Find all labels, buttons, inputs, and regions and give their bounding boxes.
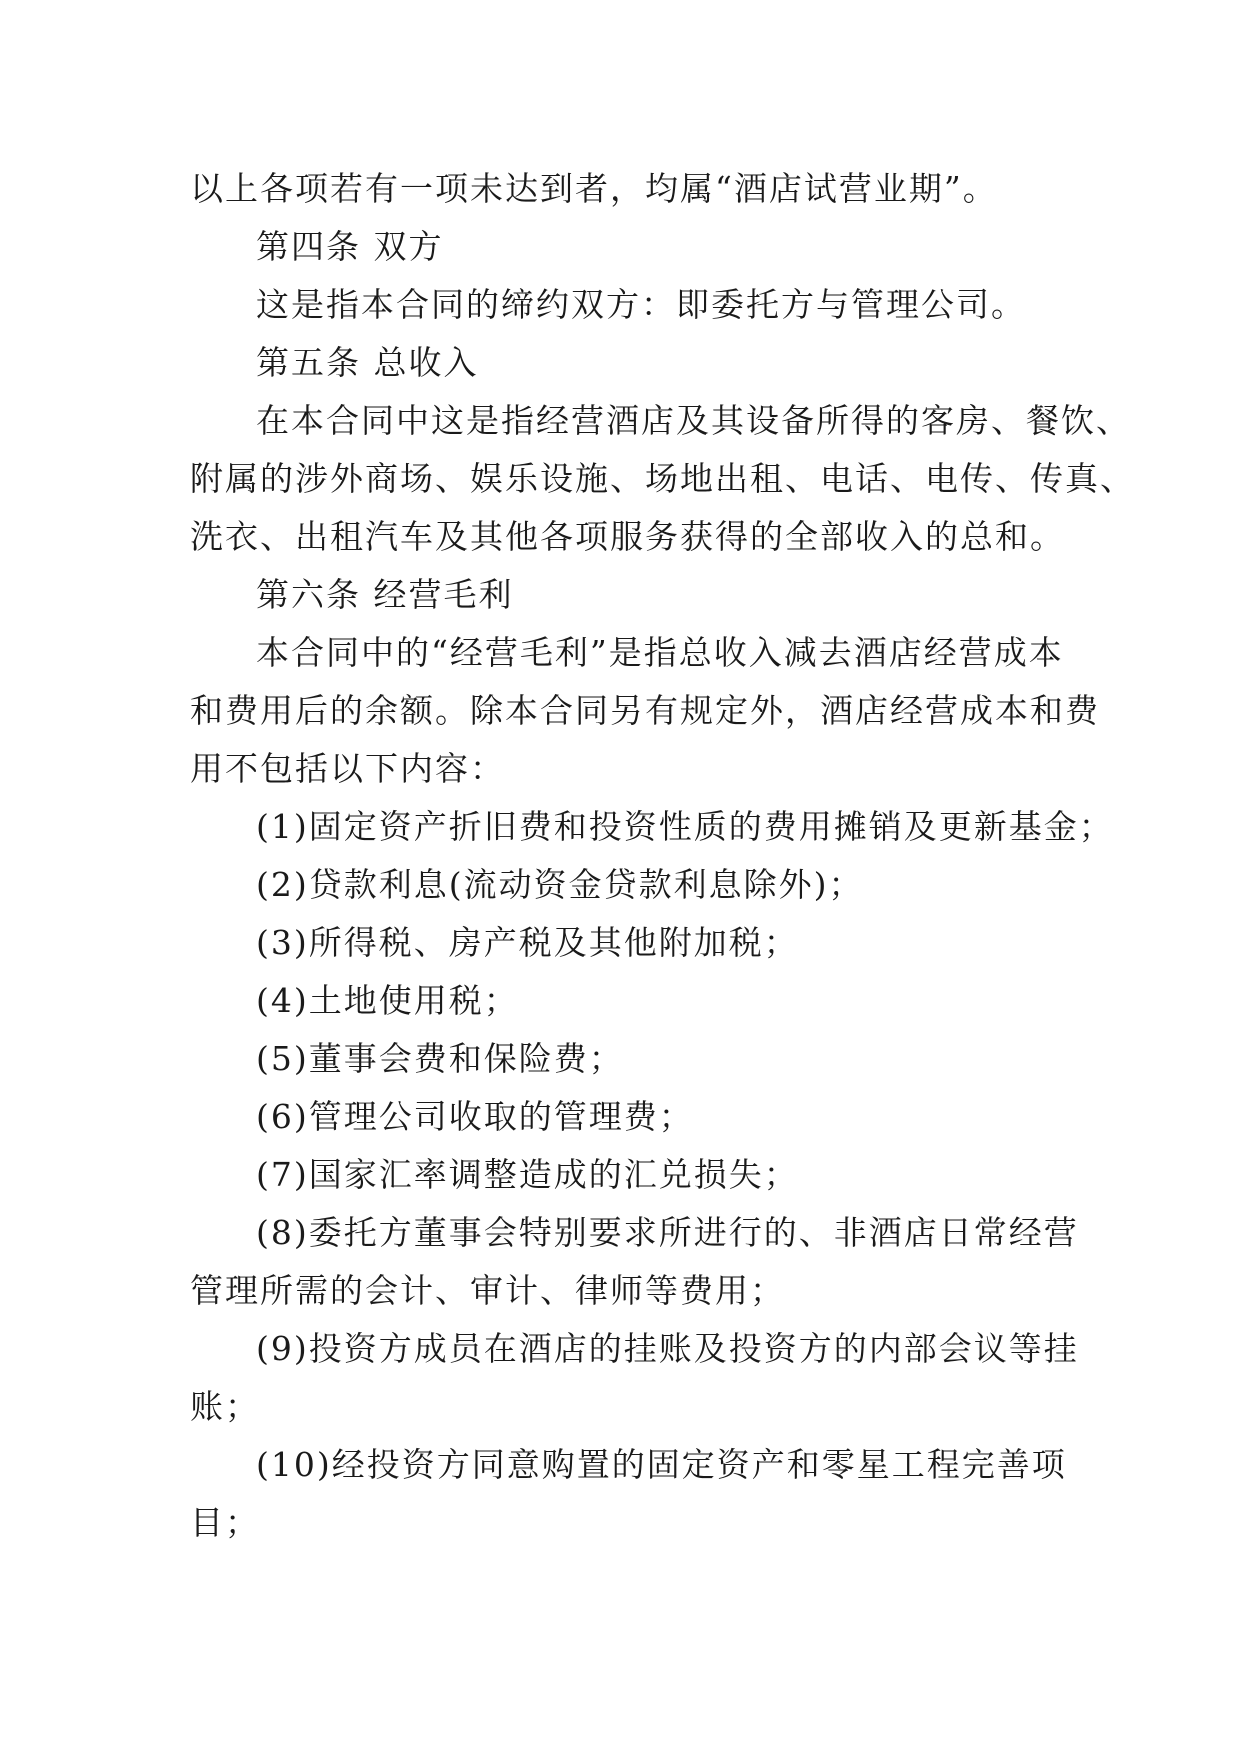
text-line: 附属的涉外商场、娱乐设施、场地出租、电话、电传、传真、: [190, 459, 1135, 498]
list-item: (2)贷款利息(流动资金贷款利息除外)；: [256, 865, 864, 904]
article-heading: 第五条 总收入: [256, 343, 479, 382]
text-line: 和费用后的余额。除本合同另有规定外，酒店经营成本和费: [190, 691, 1100, 730]
list-item: (9)投资方成员在酒店的挂账及投资方的内部会议等挂: [256, 1329, 1079, 1368]
list-item: (7)国家汇率调整造成的汇兑损失；: [256, 1155, 799, 1194]
text-line: 以上各项若有一项未达到者，均属“酒店试营业期”。: [190, 169, 998, 208]
text-line: 在本合同中这是指经营酒店及其设备所得的客房、餐饮、: [256, 401, 1131, 440]
list-item: (3)所得税、房产税及其他附加税；: [256, 923, 799, 962]
text-line: 管理所需的会计、审计、律师等费用；: [190, 1271, 785, 1310]
text-line: 账；: [190, 1387, 260, 1426]
list-item: (4)土地使用税；: [256, 981, 519, 1020]
list-item: (10)经投资方同意购置的固定资产和零星工程完善项: [256, 1445, 1067, 1484]
list-item: (1)固定资产折旧费和投资性质的费用摊销及更新基金；: [256, 807, 1114, 846]
list-item: (5)董事会费和保险费；: [256, 1039, 624, 1078]
text-line: 目；: [190, 1503, 260, 1542]
list-item: (6)管理公司收取的管理费；: [256, 1097, 694, 1136]
text-line: 洗衣、出租汽车及其他各项服务获得的全部收入的总和。: [190, 517, 1065, 556]
text-line: 这是指本合同的缔约双方：即委托方与管理公司。: [256, 285, 1026, 324]
document-page: [190, 160, 1135, 1552]
text-line: 本合同中的“经营毛利”是指总收入减去酒店经营成本: [256, 633, 1064, 672]
article-heading: 第六条 经营毛利: [256, 575, 514, 614]
text-line: 用不包括以下内容：: [190, 749, 505, 788]
list-item: (8)委托方董事会特别要求所进行的、非酒店日常经营: [256, 1213, 1079, 1252]
article-heading: 第四条 双方: [256, 227, 444, 266]
